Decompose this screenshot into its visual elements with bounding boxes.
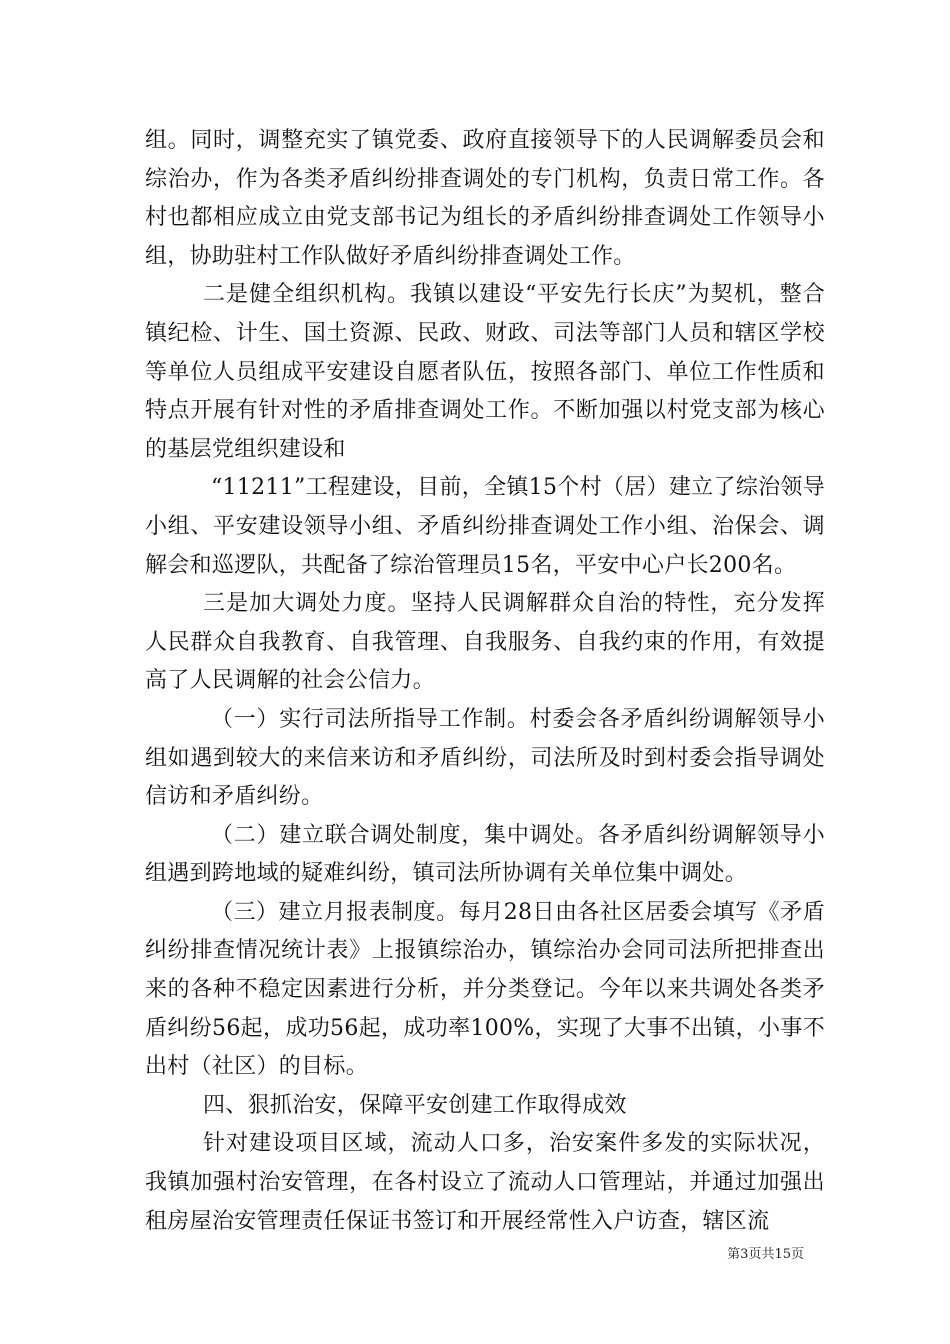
paragraph-item-3: （三）建立月报表制度。每月28日由各社区居委会填写《矛盾纠纷排查情况统计表》上报镇综治办，镇综治办会同司法所把排查出来的各种不稳定因素进行分析，并分类登记。今年以来共调处各类矛盾纠纷56起，成功56起，成功率100%，实现了大事不出镇，小事不出村（社区）的目标。 [145,899,825,1080]
paragraph-security: 针对建设项目区域，流动人口多，治安案件多发的实际状况，我镇加强村治安管理，在各村设立了流动人口管理站，并通过加强出租房屋治安管理责任保证书签订和开展经常性入户访查，辖区流 [145,1131,825,1234]
document-body [145,122,825,1241]
section-heading-4: 四、狠抓治安，保障平安创建工作取得成效 [203,1092,627,1118]
paragraph-organization: 二是健全组织机构。我镇以建设“平安先行长庆”为契机，整合镇纪检、计生、国土资源、民政、财政、司法等部门人员和辖区学校等单位人员组成平安建设自愿者队伍，按照各部门、单位工作性质和特点开展有针对性的矛盾排查调处工作。不断加强以村党支部为核心的基层党组织建设和 [145,282,825,462]
paragraph-item-2: （二）建立联合调处制度，集中调处。各矛盾纠纷调解领导小组遇到跨地域的疑难纠纷，镇司法所协调有关单位集中调处。 [145,822,825,887]
paragraph-continuation: 组。同时，调整充实了镇党委、政府直接领导下的人民调解委员会和综治办，作为各类矛盾纠纷排查调处的专门机构，负责日常工作。各村也都相应成立由党支部书记为组长的矛盾纠纷排查调处工作领导小组，协助驻村工作队做好矛盾纠纷排查调处工作。 [145,128,825,269]
paragraph-item-1: （一）实行司法所指导工作制。村委会各矛盾纠纷调解领导小组如遇到较大的来信来访和矛盾纠纷，司法所及时到村委会指导调处信访和矛盾纠纷。 [145,706,825,810]
paragraph-mediation: 三是加大调处力度。坚持人民调解群众自治的特性，充分发挥人民群众自我教育、自我管理、自我服务、自我约束的作用，有效提高了人民调解的社会公信力。 [145,591,825,694]
paragraph-project-11211: “11211”工程建设，目前，全镇15个村（居）建立了综治领导小组、平安建设领导小组、矛盾纠纷排查调处工作小组、治保会、调解会和巡逻队，共配备了综治管理员15名，平安中心户长200名。 [145,475,825,578]
page-number-footer: 第3页共15页 [727,1247,804,1262]
